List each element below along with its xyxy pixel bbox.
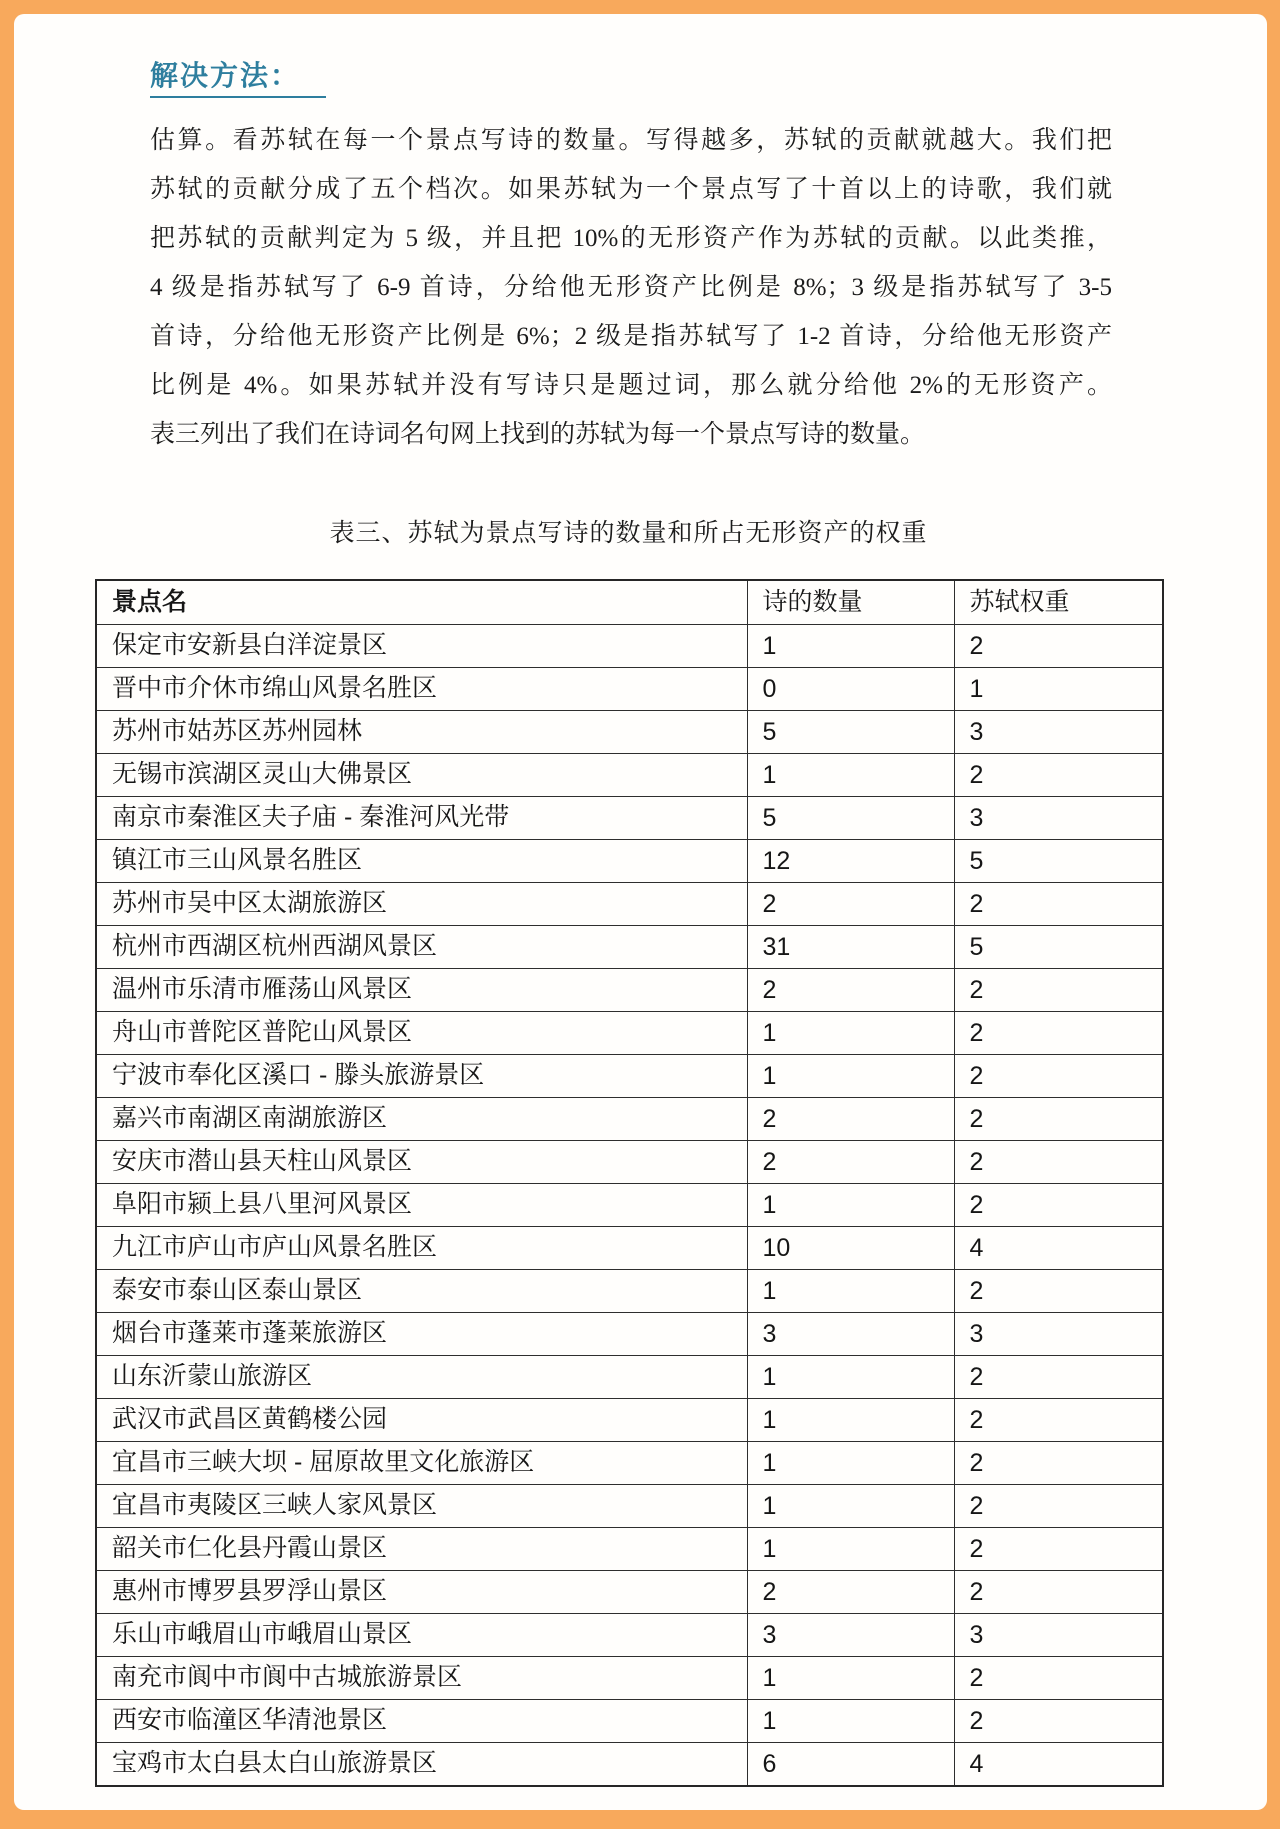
cell-spot-name: 宜昌市夷陵区三峡人家风景区 <box>96 1484 747 1527</box>
cell-sushi-weight: 2 <box>954 1054 1163 1097</box>
cell-spot-name: 无锡市滨湖区灵山大佛景区 <box>96 753 747 796</box>
cell-spot-name: 韶关市仁化县丹霞山景区 <box>96 1527 747 1570</box>
table-row <box>96 1140 1163 1183</box>
table-row <box>96 925 1163 968</box>
cell-sushi-weight: 2 <box>954 1656 1163 1699</box>
table-row <box>96 1742 1163 1786</box>
cell-spot-name: 南充市阆中市阆中古城旅游景区 <box>96 1656 747 1699</box>
table-row <box>96 1613 1163 1656</box>
poems-table <box>95 579 1164 1787</box>
cell-sushi-weight: 2 <box>954 968 1163 1011</box>
cell-spot-name: 惠州市博罗县罗浮山景区 <box>96 1570 747 1613</box>
cell-poem-count: 10 <box>747 1226 954 1269</box>
cell-sushi-weight: 2 <box>954 1484 1163 1527</box>
table-row <box>96 1527 1163 1570</box>
paragraph-line: 首诗，分给他无形资产比例是 6%；2 级是指苏轼写了 1-2 首诗，分给他无形资产 <box>150 323 1112 350</box>
cell-spot-name: 西安市临潼区华清池景区 <box>96 1699 747 1742</box>
paragraph-line: 表三列出了我们在诗词名句网上找到的苏轼为每一个景点写诗的数量。 <box>150 421 926 448</box>
cell-poem-count: 0 <box>747 667 954 710</box>
cell-spot-name: 温州市乐清市雁荡山风景区 <box>96 968 747 1011</box>
cell-poem-count: 2 <box>747 1097 954 1140</box>
cell-sushi-weight: 2 <box>954 1699 1163 1742</box>
cell-poem-count: 12 <box>747 839 954 882</box>
cell-sushi-weight: 2 <box>954 1527 1163 1570</box>
cell-sushi-weight: 3 <box>954 1312 1163 1355</box>
cell-poem-count: 1 <box>747 1699 954 1742</box>
cell-poem-count: 1 <box>747 1484 954 1527</box>
cell-poem-count: 2 <box>747 968 954 1011</box>
table-row <box>96 1011 1163 1054</box>
paragraph-line: 比例是 4%。如果苏轼并没有写诗只是题过词，那么就分给他 2%的无形资产。 <box>150 372 1112 399</box>
paragraph-line: 4 级是指苏轼写了 6-9 首诗，分给他无形资产比例是 8%；3 级是指苏轼写了 3-5 <box>150 274 1112 301</box>
cell-sushi-weight: 3 <box>954 1613 1163 1656</box>
table-row <box>96 624 1163 667</box>
cell-sushi-weight: 2 <box>954 1140 1163 1183</box>
cell-spot-name: 烟台市蓬莱市蓬莱旅游区 <box>96 1312 747 1355</box>
cell-spot-name: 嘉兴市南湖区南湖旅游区 <box>96 1097 747 1140</box>
cell-spot-name: 杭州市西湖区杭州西湖风景区 <box>96 925 747 968</box>
cell-spot-name: 九江市庐山市庐山风景名胜区 <box>96 1226 747 1269</box>
cell-sushi-weight: 5 <box>954 925 1163 968</box>
table-row <box>96 1699 1163 1742</box>
cell-poem-count: 6 <box>747 1742 954 1786</box>
table-row <box>96 1054 1163 1097</box>
cell-poem-count: 1 <box>747 1269 954 1312</box>
cell-spot-name: 乐山市峨眉山市峨眉山景区 <box>96 1613 747 1656</box>
cell-sushi-weight: 3 <box>954 710 1163 753</box>
poems-table-body <box>96 624 1163 1786</box>
table-row <box>96 839 1163 882</box>
cell-poem-count: 2 <box>747 1140 954 1183</box>
cell-poem-count: 1 <box>747 1441 954 1484</box>
paragraph-line: 把苏轼的贡献判定为 5 级，并且把 10%的无形资产作为苏轼的贡献。以此类推， <box>150 225 1112 252</box>
cell-poem-count: 1 <box>747 1527 954 1570</box>
cell-poem-count: 1 <box>747 624 954 667</box>
table-row <box>96 1097 1163 1140</box>
cell-poem-count: 3 <box>747 1613 954 1656</box>
cell-sushi-weight: 2 <box>954 1355 1163 1398</box>
paragraph-line: 苏轼的贡献分成了五个档次。如果苏轼为一个景点写了十首以上的诗歌，我们就 <box>150 176 1112 203</box>
cell-poem-count: 2 <box>747 1570 954 1613</box>
table-row <box>96 1355 1163 1398</box>
table-row <box>96 1312 1163 1355</box>
cell-sushi-weight: 2 <box>954 1441 1163 1484</box>
table-row <box>96 968 1163 1011</box>
cell-spot-name: 南京市秦淮区夫子庙 - 秦淮河风光带 <box>96 796 747 839</box>
table-row <box>96 1484 1163 1527</box>
cell-sushi-weight: 2 <box>954 1398 1163 1441</box>
cell-spot-name: 镇江市三山风景名胜区 <box>96 839 747 882</box>
cell-spot-name: 宜昌市三峡大坝 - 屈原故里文化旅游区 <box>96 1441 747 1484</box>
table-row <box>96 667 1163 710</box>
table-header-row <box>96 580 1163 624</box>
cell-sushi-weight: 2 <box>954 1097 1163 1140</box>
cell-spot-name: 武汉市武昌区黄鹤楼公园 <box>96 1398 747 1441</box>
cell-poem-count: 1 <box>747 1656 954 1699</box>
cell-poem-count: 1 <box>747 1054 954 1097</box>
cell-sushi-weight: 4 <box>954 1226 1163 1269</box>
table-row <box>96 1269 1163 1312</box>
cell-sushi-weight: 2 <box>954 882 1163 925</box>
cell-poem-count: 1 <box>747 1011 954 1054</box>
cell-sushi-weight: 2 <box>954 624 1163 667</box>
col-header-sushi-weight: 苏轼权重 <box>954 580 1163 624</box>
paragraph <box>150 116 1112 459</box>
table-row <box>96 710 1163 753</box>
cell-spot-name: 晋中市介休市绵山风景名胜区 <box>96 667 747 710</box>
document-page <box>14 14 1267 1810</box>
table-row <box>96 1441 1163 1484</box>
cell-spot-name: 阜阳市颍上县八里河风景区 <box>96 1183 747 1226</box>
table-row <box>96 882 1163 925</box>
cell-poem-count: 1 <box>747 1183 954 1226</box>
cell-sushi-weight: 2 <box>954 1570 1163 1613</box>
cell-poem-count: 2 <box>747 882 954 925</box>
cell-poem-count: 3 <box>747 1312 954 1355</box>
cell-spot-name: 山东沂蒙山旅游区 <box>96 1355 747 1398</box>
table-row <box>96 796 1163 839</box>
section-heading: 解决方法： <box>150 60 326 98</box>
table-caption: 表三、苏轼为景点写诗的数量和所占无形资产的权重 <box>329 520 928 547</box>
cell-spot-name: 宝鸡市太白县太白山旅游景区 <box>96 1742 747 1786</box>
cell-sushi-weight: 2 <box>954 1183 1163 1226</box>
cell-spot-name: 舟山市普陀区普陀山风景区 <box>96 1011 747 1054</box>
cell-poem-count: 1 <box>747 753 954 796</box>
table-row <box>96 1570 1163 1613</box>
cell-sushi-weight: 5 <box>954 839 1163 882</box>
cell-spot-name: 苏州市姑苏区苏州园林 <box>96 710 747 753</box>
paragraph-line: 估算。看苏轼在每一个景点写诗的数量。写得越多，苏轼的贡献就越大。我们把 <box>150 127 1112 154</box>
cell-poem-count: 1 <box>747 1355 954 1398</box>
cell-spot-name: 安庆市潜山县天柱山风景区 <box>96 1140 747 1183</box>
cell-sushi-weight: 3 <box>954 796 1163 839</box>
cell-poem-count: 31 <box>747 925 954 968</box>
table-row <box>96 753 1163 796</box>
table-row <box>96 1656 1163 1699</box>
cell-sushi-weight: 2 <box>954 1011 1163 1054</box>
cell-spot-name: 宁波市奉化区溪口 - 滕头旅游景区 <box>96 1054 747 1097</box>
cell-spot-name: 保定市安新县白洋淀景区 <box>96 624 747 667</box>
cell-sushi-weight: 1 <box>954 667 1163 710</box>
cell-poem-count: 1 <box>747 1398 954 1441</box>
table-row <box>96 1398 1163 1441</box>
table-row <box>96 1183 1163 1226</box>
cell-sushi-weight: 2 <box>954 753 1163 796</box>
cell-spot-name: 泰安市泰山区泰山景区 <box>96 1269 747 1312</box>
cell-poem-count: 5 <box>747 710 954 753</box>
col-header-spot-name: 景点名 <box>96 580 747 624</box>
cell-spot-name: 苏州市吴中区太湖旅游区 <box>96 882 747 925</box>
table-row <box>96 1226 1163 1269</box>
cell-sushi-weight: 4 <box>954 1742 1163 1786</box>
col-header-poem-count: 诗的数量 <box>747 580 954 624</box>
cell-sushi-weight: 2 <box>954 1269 1163 1312</box>
cell-poem-count: 5 <box>747 796 954 839</box>
